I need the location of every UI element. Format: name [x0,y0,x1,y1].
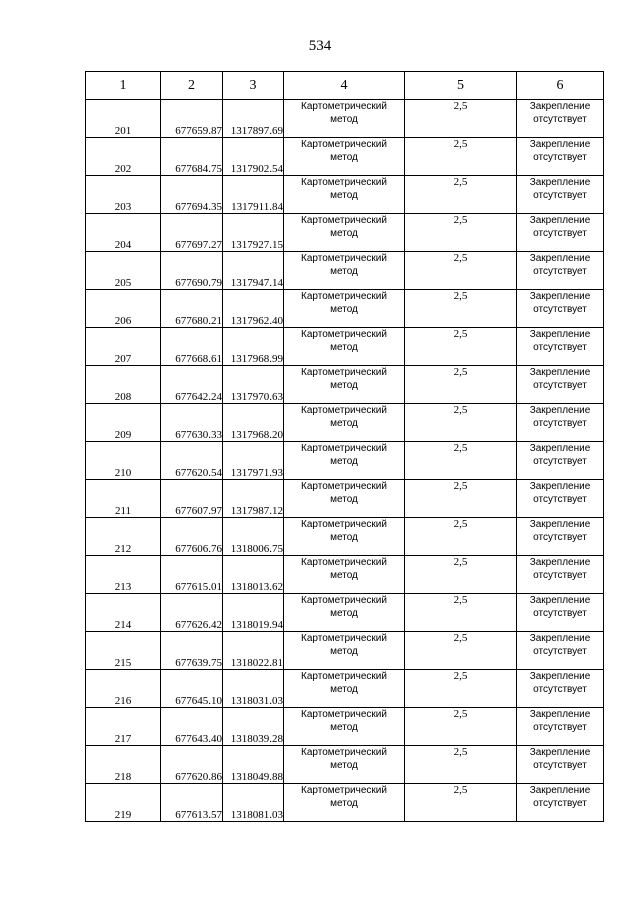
table-row [86,366,604,404]
accuracy-cell: 2,5 [405,442,517,480]
accuracy-cell: 2,5 [405,746,517,784]
fixing-line-2: отсутствует [533,532,587,543]
table-row [86,442,604,480]
method-line-2: метод [330,418,358,429]
method-line-1: Картометрический [301,633,387,644]
x-coordinate: 677606.76 [161,518,223,556]
y-coordinate: 1318013.62 [223,556,284,594]
table-row [86,100,604,138]
method-line-1: Картометрический [301,747,387,758]
fixing-cell [517,632,604,670]
coordinates-table [85,71,604,822]
fixing-cell [517,442,604,480]
method-line-1: Картометрический [301,405,387,416]
fixing-line-1: Закрепление [529,329,591,340]
method-cell [284,442,405,480]
accuracy-cell: 2,5 [405,214,517,252]
method-cell [284,138,405,176]
fixing-cell [517,214,604,252]
accuracy-cell: 2,5 [405,594,517,632]
fixing-line-2: отсутствует [533,114,587,125]
y-coordinate: 1318031.03 [223,670,284,708]
table-row [86,214,604,252]
method-line-2: метод [330,684,358,695]
table-row [86,784,604,822]
method-cell [284,214,405,252]
method-line-1: Картометрический [301,101,387,112]
method-line-2: метод [330,152,358,163]
method-line-2: метод [330,380,358,391]
fixing-line-1: Закрепление [529,671,591,682]
y-coordinate: 1318049.88 [223,746,284,784]
method-line-2: метод [330,608,358,619]
column-header-5: 5 [405,72,517,100]
y-coordinate: 1317970.63 [223,366,284,404]
point-number: 207 [86,328,161,366]
method-cell [284,176,405,214]
method-line-1: Картометрический [301,139,387,150]
x-coordinate: 677630.33 [161,404,223,442]
method-cell [284,746,405,784]
fixing-cell [517,784,604,822]
fixing-line-2: отсутствует [533,646,587,657]
method-line-1: Картометрический [301,215,387,226]
method-line-1: Картометрический [301,595,387,606]
x-coordinate: 677694.35 [161,176,223,214]
method-cell [284,784,405,822]
fixing-line-2: отсутствует [533,266,587,277]
method-cell [284,328,405,366]
method-cell [284,518,405,556]
method-cell [284,100,405,138]
method-line-1: Картометрический [301,671,387,682]
fixing-cell [517,556,604,594]
fixing-line-1: Закрепление [529,215,591,226]
y-coordinate: 1317968.99 [223,328,284,366]
y-coordinate: 1318039.28 [223,708,284,746]
x-coordinate: 677615.01 [161,556,223,594]
column-header-2: 2 [161,72,223,100]
accuracy-cell: 2,5 [405,670,517,708]
accuracy-cell: 2,5 [405,328,517,366]
table-row [86,746,604,784]
fixing-line-1: Закрепление [529,595,591,606]
x-coordinate: 677620.54 [161,442,223,480]
fixing-cell [517,138,604,176]
point-number: 211 [86,480,161,518]
fixing-line-2: отсутствует [533,380,587,391]
column-header-3: 3 [223,72,284,100]
method-line-2: метод [330,114,358,125]
fixing-line-2: отсутствует [533,760,587,771]
point-number: 212 [86,518,161,556]
fixing-line-1: Закрепление [529,177,591,188]
method-line-1: Картометрический [301,785,387,796]
accuracy-cell: 2,5 [405,290,517,328]
fixing-cell [517,366,604,404]
method-line-1: Картометрический [301,291,387,302]
table-row [86,328,604,366]
column-header-1: 1 [86,72,161,100]
table-row [86,480,604,518]
method-line-2: метод [330,494,358,505]
point-number: 215 [86,632,161,670]
accuracy-cell: 2,5 [405,480,517,518]
fixing-cell [517,404,604,442]
method-line-2: метод [330,342,358,353]
fixing-line-1: Закрепление [529,481,591,492]
fixing-line-1: Закрепление [529,785,591,796]
point-number: 201 [86,100,161,138]
point-number: 206 [86,290,161,328]
method-cell [284,670,405,708]
method-line-2: метод [330,304,358,315]
fixing-cell [517,290,604,328]
y-coordinate: 1318022.81 [223,632,284,670]
fixing-cell [517,480,604,518]
x-coordinate: 677642.24 [161,366,223,404]
fixing-line-2: отсутствует [533,494,587,505]
fixing-cell [517,100,604,138]
table-row [86,708,604,746]
method-line-2: метод [330,570,358,581]
accuracy-cell: 2,5 [405,632,517,670]
accuracy-cell: 2,5 [405,366,517,404]
x-coordinate: 677620.86 [161,746,223,784]
y-coordinate: 1318006.75 [223,518,284,556]
x-coordinate: 677684.75 [161,138,223,176]
point-number: 216 [86,670,161,708]
fixing-line-2: отсутствует [533,722,587,733]
table-header-row [86,72,604,100]
point-number: 205 [86,252,161,290]
point-number: 202 [86,138,161,176]
fixing-cell [517,252,604,290]
x-coordinate: 677639.75 [161,632,223,670]
fixing-line-1: Закрепление [529,101,591,112]
y-coordinate: 1317962.40 [223,290,284,328]
fixing-line-1: Закрепление [529,557,591,568]
y-coordinate: 1317968.20 [223,404,284,442]
table-row [86,594,604,632]
point-number: 213 [86,556,161,594]
method-cell [284,290,405,328]
method-line-2: метод [330,190,358,201]
accuracy-cell: 2,5 [405,138,517,176]
fixing-line-1: Закрепление [529,633,591,644]
accuracy-cell: 2,5 [405,176,517,214]
fixing-line-2: отсутствует [533,342,587,353]
accuracy-cell: 2,5 [405,252,517,290]
point-number: 209 [86,404,161,442]
fixing-cell [517,594,604,632]
fixing-line-1: Закрепление [529,519,591,530]
table-row [86,138,604,176]
method-line-1: Картометрический [301,557,387,568]
x-coordinate: 677613.57 [161,784,223,822]
method-cell [284,632,405,670]
method-line-2: метод [330,532,358,543]
method-line-1: Картометрический [301,367,387,378]
fixing-line-2: отсутствует [533,228,587,239]
method-line-2: метод [330,760,358,771]
fixing-cell [517,670,604,708]
fixing-line-2: отсутствует [533,304,587,315]
fixing-line-2: отсутствует [533,456,587,467]
accuracy-cell: 2,5 [405,556,517,594]
table-row [86,252,604,290]
method-line-2: метод [330,456,358,467]
fixing-cell [517,176,604,214]
method-line-2: метод [330,722,358,733]
y-coordinate: 1317897.69 [223,100,284,138]
point-number: 204 [86,214,161,252]
fixing-line-1: Закрепление [529,443,591,454]
method-line-1: Картометрический [301,329,387,340]
method-line-2: метод [330,228,358,239]
accuracy-cell: 2,5 [405,404,517,442]
point-number: 218 [86,746,161,784]
x-coordinate: 677645.10 [161,670,223,708]
method-cell [284,594,405,632]
method-line-1: Картометрический [301,519,387,530]
x-coordinate: 677643.40 [161,708,223,746]
y-coordinate: 1317987.12 [223,480,284,518]
method-line-2: метод [330,266,358,277]
table-row [86,404,604,442]
y-coordinate: 1318081.03 [223,784,284,822]
point-number: 208 [86,366,161,404]
fixing-line-1: Закрепление [529,747,591,758]
method-line-1: Картометрический [301,177,387,188]
x-coordinate: 677626.42 [161,594,223,632]
method-cell [284,366,405,404]
fixing-cell [517,708,604,746]
fixing-cell [517,518,604,556]
y-coordinate: 1317902.54 [223,138,284,176]
y-coordinate: 1317971.93 [223,442,284,480]
fixing-line-1: Закрепление [529,291,591,302]
x-coordinate: 677659.87 [161,100,223,138]
table-body [86,100,604,822]
accuracy-cell: 2,5 [405,784,517,822]
fixing-line-2: отсутствует [533,608,587,619]
method-line-1: Картометрический [301,443,387,454]
x-coordinate: 677690.79 [161,252,223,290]
x-coordinate: 677697.27 [161,214,223,252]
method-cell [284,404,405,442]
fixing-cell [517,328,604,366]
method-line-1: Картометрический [301,709,387,720]
fixing-line-1: Закрепление [529,709,591,720]
page-number: 534 [308,38,332,54]
accuracy-cell: 2,5 [405,708,517,746]
table-row [86,670,604,708]
table-row [86,176,604,214]
column-header-6: 6 [517,72,604,100]
method-cell [284,708,405,746]
y-coordinate: 1317927.15 [223,214,284,252]
method-cell [284,556,405,594]
method-line-2: метод [330,798,358,809]
column-header-4: 4 [284,72,405,100]
y-coordinate: 1317911.84 [223,176,284,214]
point-number: 219 [86,784,161,822]
fixing-line-1: Закрепление [529,253,591,264]
fixing-line-2: отсутствует [533,418,587,429]
method-line-2: метод [330,646,358,657]
table-row [86,632,604,670]
fixing-line-2: отсутствует [533,684,587,695]
method-cell [284,252,405,290]
method-cell [284,480,405,518]
method-line-1: Картометрический [301,253,387,264]
fixing-line-2: отсутствует [533,152,587,163]
accuracy-cell: 2,5 [405,518,517,556]
accuracy-cell: 2,5 [405,100,517,138]
x-coordinate: 677607.97 [161,480,223,518]
y-coordinate: 1317947.14 [223,252,284,290]
table-row [86,556,604,594]
fixing-line-1: Закрепление [529,139,591,150]
point-number: 210 [86,442,161,480]
x-coordinate: 677668.61 [161,328,223,366]
point-number: 203 [86,176,161,214]
fixing-line-2: отсутствует [533,798,587,809]
point-number: 214 [86,594,161,632]
method-line-1: Картометрический [301,481,387,492]
point-number: 217 [86,708,161,746]
fixing-line-1: Закрепление [529,405,591,416]
table-row [86,518,604,556]
fixing-line-2: отсутствует [533,190,587,201]
fixing-line-2: отсутствует [533,570,587,581]
x-coordinate: 677680.21 [161,290,223,328]
fixing-cell [517,746,604,784]
table-row [86,290,604,328]
y-coordinate: 1318019.94 [223,594,284,632]
fixing-line-1: Закрепление [529,367,591,378]
